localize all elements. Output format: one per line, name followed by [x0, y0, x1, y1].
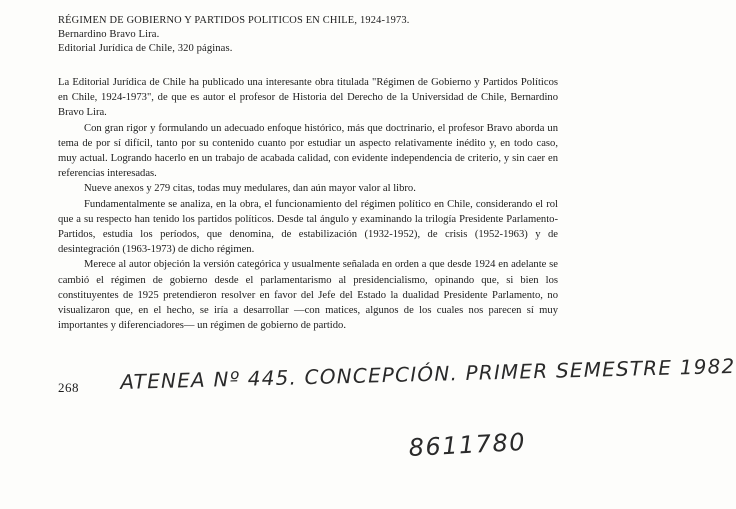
handwritten-source-note: ATENEA Nº 445. CONCEPCIÓN. PRIMER SEMESTRE 1982	[120, 353, 736, 394]
review-paragraph: Con gran rigor y formulando un adecuado enfoque histórico, más que doctrinario, el profesor Bravo aborda un tema de por sí difícil, tanto por su contenido cuanto por estudiar un aspecto relativamente inédito y, en todo caso, muy actual. Logrando hacerlo en un trabajo de acabada calidad, con evidente independencia de criterio, y sin caer en referencias interesadas.	[58, 122, 558, 180]
review-paragraph: La Editorial Jurídica de Chile ha publicado una interesante obra titulada "Régimen de Gobierno y Partidos Políticos en Chile, 1924-1973", de que es autor el profesor de Historia del Derecho de la Universidad de Chile, Bernardino Bravo Lira.	[58, 77, 558, 119]
handwritten-catalog-code: 8611780	[408, 427, 527, 462]
book-author: Bernardino Bravo Lira.	[58, 29, 160, 40]
review-body	[58, 75, 558, 333]
book-title: RÉGIMEN DE GOBIERNO Y PARTIDOS POLITICOS EN CHILE, 1924-1973.	[58, 15, 410, 26]
book-reference-header	[58, 14, 578, 56]
review-paragraph: Nueve anexos y 279 citas, todas muy medulares, dan aún mayor valor al libro.	[84, 183, 416, 195]
book-publisher: Editorial Jurídica de Chile, 320 páginas.	[58, 43, 233, 54]
review-paragraph: Merece al autor objeción la versión categórica y usualmente señalada en orden a que desde 1924 en adelante se cambió el régimen de gobierno desde el parlamentarismo al presidencialismo, opinando que, si bien los constituyentes de 1925 pretendieron resolver en favor del Jefe del Estado la dualidad Presidente Parlamento, no visualizaron que, en el hecho, se iría a desarrollar —con matices, algunos de los cuales nos parecen sí muy importantes y diferenciadores— un régimen de gobierno de partido.	[58, 259, 558, 332]
page-number: 268	[58, 380, 79, 395]
review-paragraph: Fundamentalmente se analiza, en la obra, el funcionamiento del régimen político en Chile, considerando el rol que a su respecto han tenido los partidos políticos. Desde tal ángulo y examinando la trilogía Presidente Parlamento-Partidos, estudia los períodos, que denomina, de estabilización (1932-1952), de crisis (1952-1963) y de desintegración (1963-1973) de dicho régimen.	[58, 198, 558, 256]
